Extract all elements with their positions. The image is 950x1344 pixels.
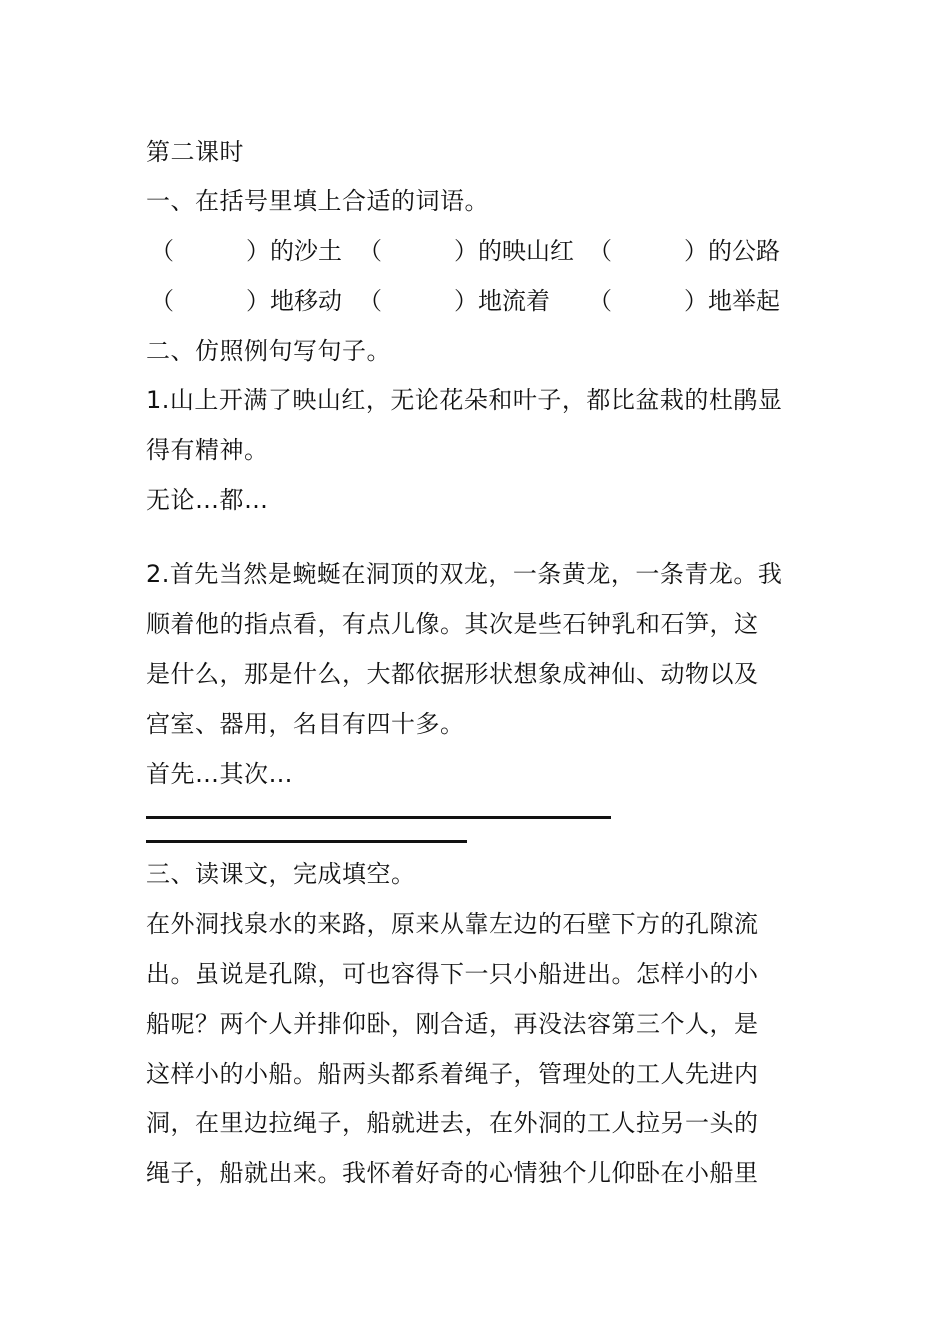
passage-line: 在外洞找泉水的来路，原来从靠左边的石壁下方的孔隙流 [146, 910, 759, 938]
fill-blank-item: （ ）地移动 [150, 287, 342, 315]
fill-blank-item: （ ）地流着 [358, 287, 550, 315]
fill-blank-item: （ ）的公路 [588, 237, 780, 265]
example-sentence-2-line: 是什么，那是什么，大都依据形状想象成神仙、动物以及 [146, 660, 759, 688]
example-sentence-2-line: 宫室、器用，名目有四十多。 [146, 710, 465, 738]
fill-blank-item: （ ）的映山红 [358, 237, 574, 265]
lesson-title: 第二课时 [146, 138, 244, 166]
answer-line [146, 840, 467, 843]
fill-blank-item: （ ）的沙土 [150, 237, 342, 265]
passage-line: 船呢？两个人并排仰卧，刚合适，再没法容第三个人，是 [146, 1010, 759, 1038]
example-sentence-1-line: 得有精神。 [146, 436, 269, 464]
section1-heading: 一、在括号里填上合适的词语。 [146, 187, 489, 215]
example-sentence-2-line: 顺着他的指点看，有点儿像。其次是些石钟乳和石笋，这 [146, 610, 759, 638]
passage-line: 绳子，船就出来。我怀着好奇的心情独个儿仰卧在小船里 [146, 1159, 759, 1187]
section3-heading: 三、读课文，完成填空。 [146, 860, 416, 888]
example-sentence-1-line: 1.山上开满了映山红，无论花朵和叶子，都比盆栽的杜鹃显 [146, 386, 783, 414]
fill-blank-item: （ ）地举起 [588, 287, 780, 315]
pattern-2: 首先…其次… [146, 760, 293, 788]
passage-line: 洞，在里边拉绳子，船就进去，在外洞的工人拉另一头的 [146, 1109, 759, 1137]
section2-heading: 二、仿照例句写句子。 [146, 337, 391, 365]
passage-line: 这样小的小船。船两头都系着绳子，管理处的工人先进内 [146, 1060, 759, 1088]
example-sentence-2-line: 2.首先当然是蜿蜒在洞顶的双龙，一条黄龙，一条青龙。我 [146, 560, 783, 588]
passage-line: 出。虽说是孔隙，可也容得下一只小船进出。怎样小的小 [146, 960, 759, 988]
answer-line [146, 816, 611, 819]
pattern-1: 无论…都… [146, 486, 269, 514]
